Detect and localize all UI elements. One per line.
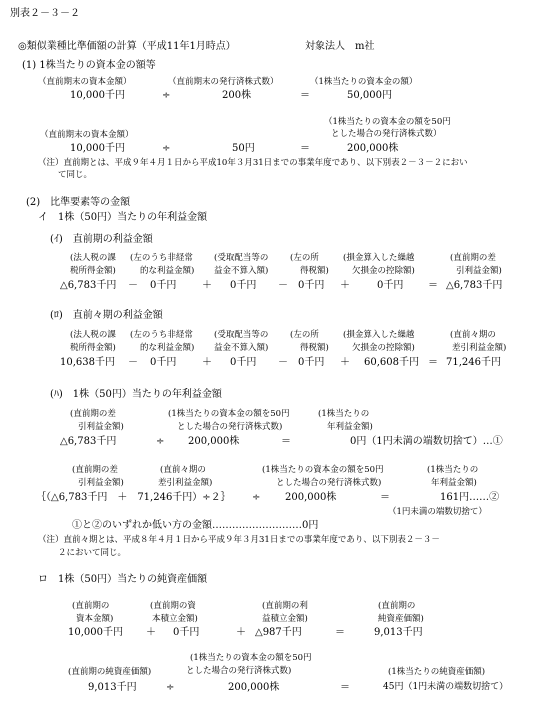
label: (左のうち非経常 xyxy=(130,253,193,263)
label: 益金不算入額) xyxy=(214,266,269,276)
operator: ＝ xyxy=(380,492,390,503)
item-heading: (ﾛ) 直前々期の利益金額 xyxy=(50,310,163,321)
label: 得税額) xyxy=(300,266,329,276)
label: 差引利益金額) xyxy=(452,343,507,353)
operator: ＝ xyxy=(428,280,438,291)
value: 0千円 xyxy=(150,357,177,368)
value: 10,638千円 xyxy=(60,357,115,368)
label: (直前期の差 xyxy=(72,465,118,475)
result-line: ①と②のいずれか低い方の金額………………………0円 xyxy=(72,520,319,531)
label: 資本金額) xyxy=(76,614,114,624)
value: 0円（1円未満の端数切捨て）…① xyxy=(350,436,503,447)
label: (受取配当等の xyxy=(214,253,269,263)
value: 200株 xyxy=(222,90,252,101)
value: 0千円 xyxy=(230,357,257,368)
operator: ÷ xyxy=(252,492,261,503)
operator: ＝ xyxy=(300,143,310,154)
operator: ＝ xyxy=(300,90,310,101)
operator: ＝ xyxy=(340,682,350,693)
label: (1株当たりの純資産価額) xyxy=(388,667,486,677)
subsection-heading: ロ 1株（50円）当たりの純資産価額 xyxy=(38,574,208,585)
label: （1株当たりの資本金の額を50円 xyxy=(324,117,451,127)
operator: － xyxy=(278,357,288,368)
operator: ÷ xyxy=(162,143,171,154)
label: とした場合の発行済株式数) xyxy=(186,666,292,676)
value: 0千円 xyxy=(230,280,257,291)
section-2-heading: (2) 比準要素等の金額 xyxy=(26,197,131,208)
label: 年利益金額) xyxy=(431,478,477,488)
note: ２において同じ。 xyxy=(58,548,127,558)
label: (1株当たりの xyxy=(318,409,370,419)
value: 10,000千円 xyxy=(70,90,125,101)
value: 60,608千円 xyxy=(364,357,419,368)
operator: ＝ xyxy=(281,436,291,447)
value: 200,000株 xyxy=(285,492,337,503)
label: (左の所 xyxy=(290,253,319,263)
label: （1株当たりの資本金の額） xyxy=(310,77,418,87)
label: とした場合の発行済株式数） xyxy=(331,129,442,139)
label: (直前々期の xyxy=(160,465,206,475)
label: 益金不算入額) xyxy=(214,343,269,353)
label: 差引利益金額) xyxy=(158,478,213,488)
value: 45円（1円未満の端数切捨て） xyxy=(383,682,509,692)
label: (法人税の課 xyxy=(70,253,116,263)
operator: ＋ xyxy=(202,280,212,291)
value: △6,783千円 xyxy=(60,436,117,447)
note: （1円未満の端数切捨て） xyxy=(388,507,487,517)
table-number: 別表２－３－２ xyxy=(10,8,80,19)
label: (受取配当等の xyxy=(214,330,269,340)
label: 税所得金額) xyxy=(70,343,116,353)
label: 本積立金額) xyxy=(152,614,198,624)
subsection-heading: イ 1株（50円）当たりの年利益金額 xyxy=(38,212,208,223)
label: （直前期末の発行済株式数） xyxy=(168,77,279,87)
label: 引利益金額) xyxy=(78,422,124,432)
value: 9,013千円 xyxy=(374,627,423,638)
label: (1株当たりの資本金の額を50円 xyxy=(262,465,384,475)
label: とした場合の発行済株式数) xyxy=(276,478,382,488)
operator: ÷ xyxy=(156,436,165,447)
label: 引利益金額) xyxy=(456,266,502,276)
label: (1株当たりの資本金の額を50円 xyxy=(190,653,312,663)
note: て同じ。 xyxy=(58,170,93,180)
label: (直前々期の xyxy=(450,330,496,340)
operator: ÷ xyxy=(162,90,171,101)
value: 161円……② xyxy=(440,492,500,503)
operator: ＋ xyxy=(236,627,246,638)
label: （直前期末の資本金額） xyxy=(38,77,132,87)
operator: ÷ xyxy=(166,682,175,693)
section-1-heading: (1) 1株当たりの資本金の額等 xyxy=(22,60,156,71)
note: （注）直前々期とは、平成８年４月１日から平成９年３月31日までの事業年度であり、以下別表２－３－ xyxy=(38,535,440,545)
operator: － xyxy=(128,280,138,291)
label: 的な利益金額) xyxy=(140,266,195,276)
value: △6,783千円 xyxy=(60,280,117,291)
operator: ＋ xyxy=(340,280,350,291)
label: (直前期の xyxy=(72,601,110,611)
item-heading: (ｲ) 直前期の利益金額 xyxy=(50,234,153,245)
label: (損金算入した繰越 xyxy=(343,253,415,263)
value: 9,013千円 xyxy=(88,682,137,693)
value: 50,000円 xyxy=(347,90,392,101)
label: 益積立金額) xyxy=(262,614,308,624)
value: 0千円 xyxy=(150,280,177,291)
item-heading: (ﾊ) 1株（50円）当たりの年利益金額 xyxy=(50,389,222,400)
label: 年利益金額) xyxy=(327,422,373,432)
operator: ＋ xyxy=(146,627,156,638)
value: 200,000株 xyxy=(188,436,240,447)
label: とした場合の発行済株式数) xyxy=(177,422,283,432)
page-title: ◎類似業種比準価額の計算（平成11年1月時点） xyxy=(18,41,236,52)
label: (左の所 xyxy=(290,330,319,340)
operator: ＝ xyxy=(335,627,345,638)
label: (直前期の資 xyxy=(150,601,196,611)
value: △6,783千円 xyxy=(446,280,503,291)
label: 欠損金の控除額) xyxy=(352,343,415,353)
label: (法人税の課 xyxy=(70,330,116,340)
note: （注）直前期とは、平成９年４月１日から平成10年３月31日までの事業年度であり、以下別表２－３－２におい xyxy=(38,158,468,168)
operator: ＝ xyxy=(428,357,438,368)
label: (左のうち非経常 xyxy=(130,330,193,340)
label: 得税額) xyxy=(300,343,329,353)
label: 引利益金額) xyxy=(78,478,124,488)
label: （直前期末の資本金額） xyxy=(40,130,134,140)
value: 71,246千円 xyxy=(446,357,501,368)
value: 50円 xyxy=(232,143,255,154)
label: (1株当たりの xyxy=(427,465,479,475)
label: (直前期の xyxy=(378,601,416,611)
label: 的な利益金額) xyxy=(140,343,195,353)
value: 0千円 xyxy=(173,627,200,638)
label: (直前期の差 xyxy=(70,409,116,419)
value: 0千円 xyxy=(298,357,325,368)
value: 10,000千円 xyxy=(70,143,125,154)
label: (損金算入した繰越 xyxy=(343,330,415,340)
label: 純資産価額) xyxy=(378,614,424,624)
value: 10,000千円 xyxy=(68,627,123,638)
label: (直前期の差 xyxy=(450,253,496,263)
value: 200,000株 xyxy=(228,682,280,693)
value: 200,000株 xyxy=(347,143,399,154)
operator: ＋ xyxy=(202,357,212,368)
operator: ＋ xyxy=(340,357,350,368)
label: (直前期の純資産価額) xyxy=(68,667,152,677)
value: △987千円 xyxy=(255,627,302,638)
label: (1株当たりの資本金の額を50円 xyxy=(168,409,290,419)
label: (直前期の利 xyxy=(262,601,308,611)
operator: － xyxy=(278,280,288,291)
value: 0千円 xyxy=(298,280,325,291)
value: ｛（△6,783千円 ＋ 71,246千円）÷２｝ xyxy=(36,492,231,503)
label: 欠損金の控除額) xyxy=(352,266,415,276)
label: 税所得金額) xyxy=(70,266,116,276)
subject-company: 対象法人 m社 xyxy=(305,41,375,52)
value: 0千円 xyxy=(377,280,404,291)
operator: － xyxy=(128,357,138,368)
